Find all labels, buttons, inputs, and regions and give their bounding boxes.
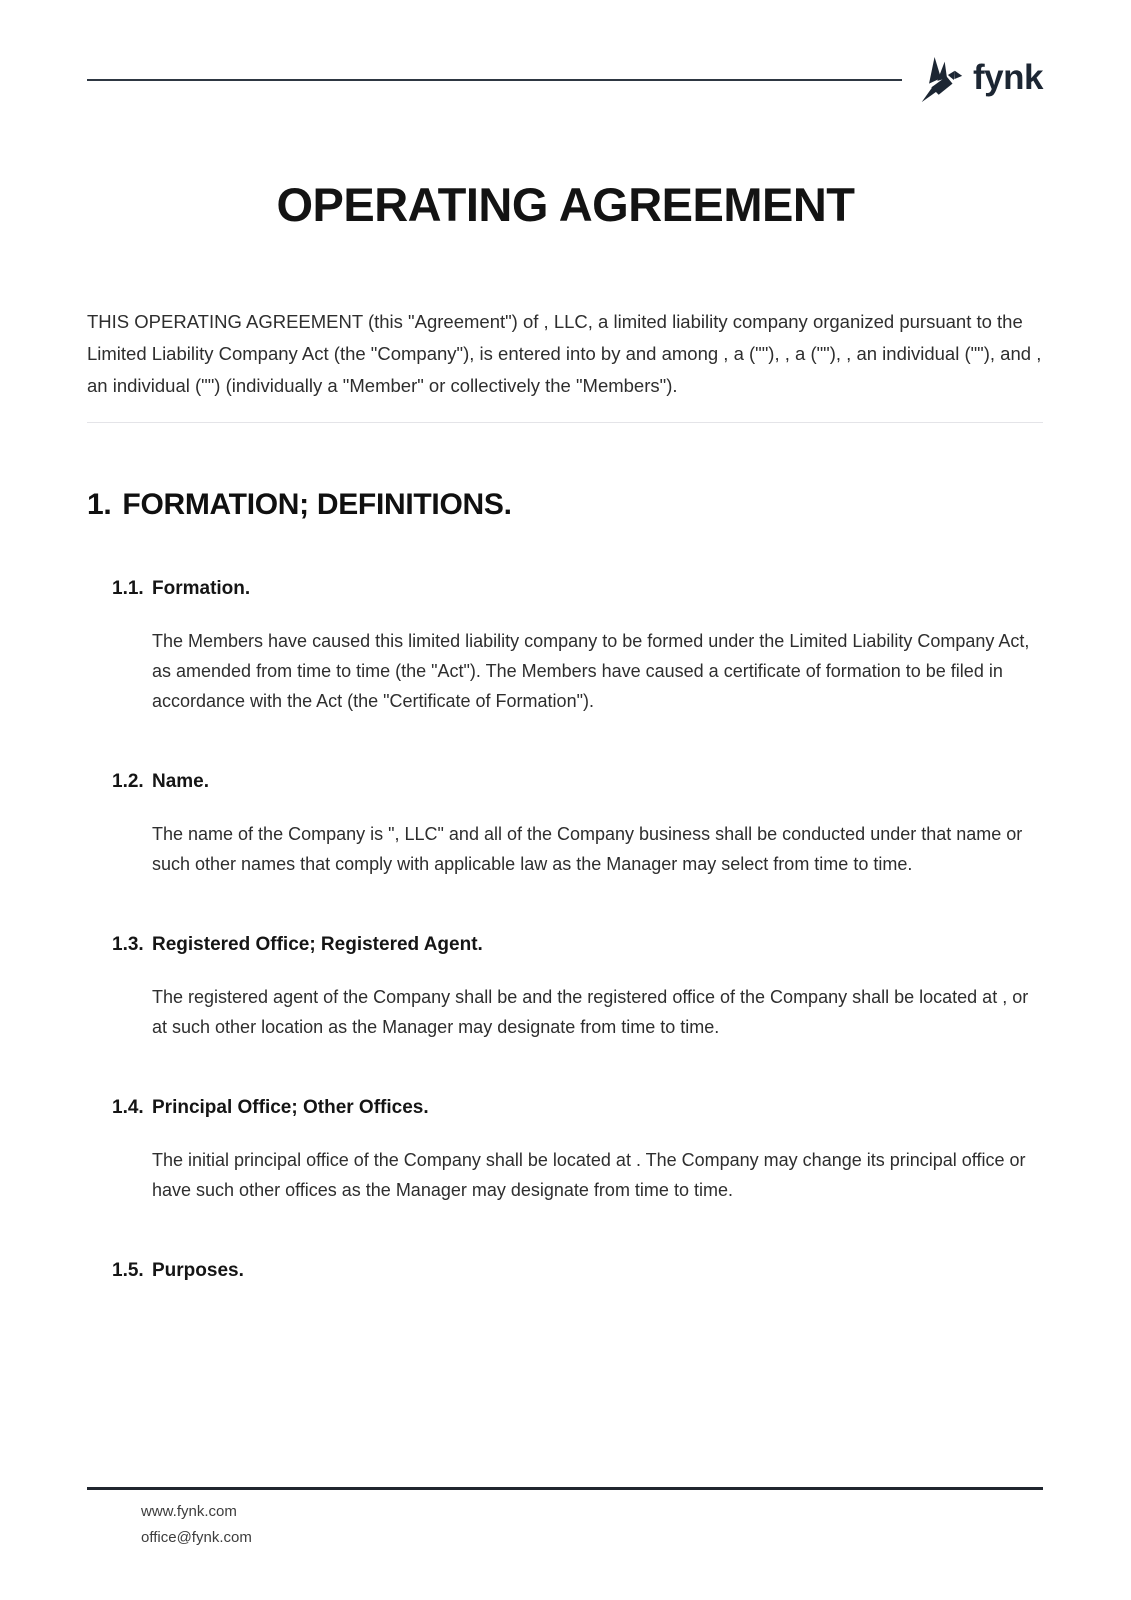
subsection-formation: [87, 577, 1043, 716]
subsection-purposes: [87, 1259, 1043, 1283]
document-body: [0, 306, 1131, 1283]
intro-paragraph: THIS OPERATING AGREEMENT (this "Agreement") of , LLC, a limited liability company organized pursuant to the Limited Liability Company Act (the "Company"), is entered into by and among , a (""), , a (""), , an individual (""), and , an individual ("") (individually a "Member" or collectively the "Members").: [87, 311, 1042, 396]
subsection-number: 1.1.: [112, 578, 144, 599]
brand-name: fynk: [973, 57, 1043, 97]
subsection-title: Principal Office; Other Offices.: [152, 1097, 429, 1118]
header-rule: [87, 79, 902, 81]
subsection-body: The registered agent of the Company shall be and the registered office of the Company shall be located at , or at such other location as the Manager may designate from time to time.: [152, 987, 1029, 1037]
page-footer: [87, 1487, 1043, 1551]
subsection-number: 1.5.: [112, 1260, 144, 1281]
subsection-title: Purposes.: [152, 1260, 244, 1281]
footer-email: office@fynk.com: [141, 1529, 252, 1546]
subsection-number: 1.3.: [112, 934, 144, 955]
subsection-heading: [112, 577, 1043, 601]
subsection-number: 1.4.: [112, 1097, 144, 1118]
subsection-heading: [112, 1096, 1043, 1120]
fynk-logo: [918, 54, 1043, 106]
subsection-number: 1.2.: [112, 771, 144, 792]
subsection-body: The initial principal office of the Company shall be located at . The Company may change its principal office or have such other offices as the Manager may designate from time to time.: [152, 1150, 1026, 1200]
subsection-principal-office: [87, 1096, 1043, 1205]
subsection-title: Name.: [152, 771, 210, 792]
subsection-title: Registered Office; Registered Agent.: [152, 934, 483, 955]
subsection-heading: [112, 933, 1043, 957]
origami-crane-icon: [918, 54, 964, 106]
section-divider: [87, 422, 1043, 423]
section-title: FORMATION; DEFINITIONS.: [122, 488, 512, 521]
subsection-body: The Members have caused this limited liability company to be formed under the Limited Liability Company Act, as amended from time to time (the "Act"). The Members have caused a certificate of formation to be filed in accordance with the Act (the "Certificate of Formation").: [152, 631, 1030, 711]
footer-website: www.fynk.com: [141, 1503, 237, 1520]
section-heading: [87, 487, 1043, 523]
subsection-title: Formation.: [152, 578, 251, 599]
section-number: 1.: [87, 488, 112, 521]
subsection-registered-office: [87, 933, 1043, 1042]
subsection-name: [87, 770, 1043, 879]
page-title: OPERATING AGREEMENT: [276, 178, 855, 231]
subsection-body: The name of the Company is ", LLC" and all of the Company business shall be conducted under that name or such other names that comply with applicable law as the Manager may select from time to time.: [152, 824, 1023, 874]
subsection-heading: [112, 1259, 1043, 1283]
page-header: [0, 0, 1131, 110]
subsection-heading: [112, 770, 1043, 794]
